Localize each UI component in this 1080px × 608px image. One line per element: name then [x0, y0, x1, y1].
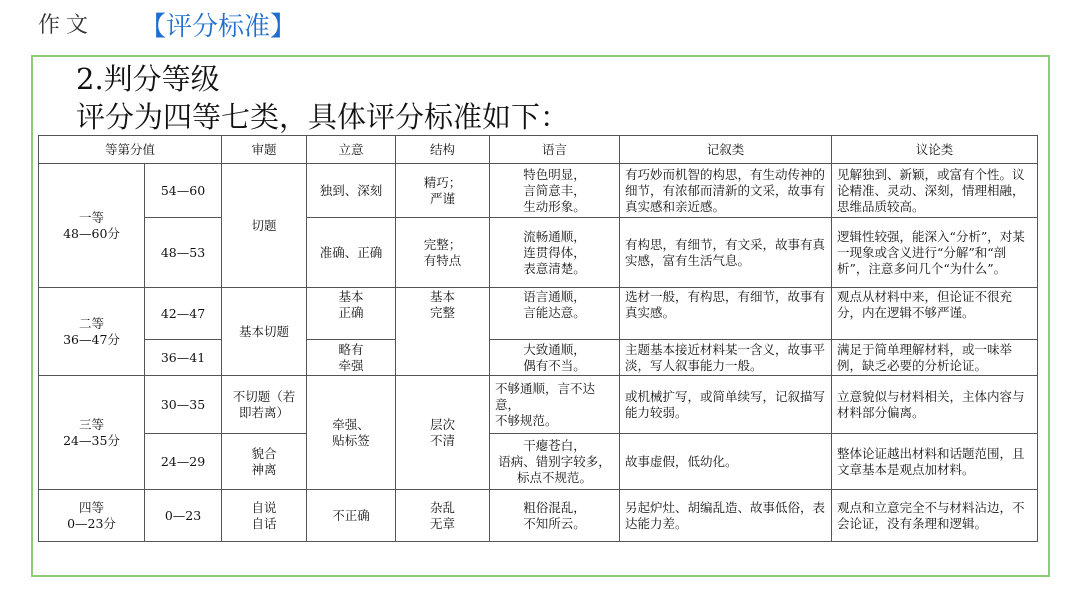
argument-cell: 见解独到、新颖，或富有个性。议论精准、灵动、深刻，情理相融，思维品质较高。: [832, 164, 1038, 218]
topic-cell: 自说 自话: [222, 490, 307, 542]
argument-cell: 观点从材料中来，但论证不很充分，内在逻辑不够严谨。: [832, 288, 1038, 340]
structure-cell: 层次 不清: [396, 376, 490, 490]
structure-cell: 杂乱 无章: [396, 490, 490, 542]
table-row: [39, 340, 1038, 376]
topic-cell: 不切题（若即若离）: [222, 376, 307, 434]
language-cell: 不够通顺，言不达意， 不够规范。: [490, 376, 620, 434]
language-cell: 干瘪苍白， 语病、错别字较多， 标点不规范。: [490, 434, 620, 490]
table-row: [39, 288, 1038, 340]
idea-cell: 准确、正确: [307, 218, 396, 288]
argument-cell: 立意貌似与材料相关，主体内容与材料部分偏离。: [832, 376, 1038, 434]
narrative-cell: 或机械扩写，或简单续写，记叙描写能力较弱。: [620, 376, 832, 434]
argument-cell: 整体论证越出材料和话题范围，且文章基本是观点加材料。: [832, 434, 1038, 490]
header-argument: 议论类: [832, 136, 1038, 164]
top-bar: [0, 0, 1080, 50]
narrative-cell: 有巧妙而机智的构思，有生动传神的细节，有浓郁而清新的文采，故事有真实感和亲近感。: [620, 164, 832, 218]
structure-cell: 完整； 有特点: [396, 218, 490, 288]
language-cell: 流畅通顺， 连贯得体， 表意清楚。: [490, 218, 620, 288]
grade-cell-3: 三等 24—35分: [39, 376, 145, 490]
narrative-cell: 有构思，有细节，有文采，故事有真实感，富有生活气息。: [620, 218, 832, 288]
structure-cell: 基本 完整: [396, 288, 490, 376]
score-cell: 42—47: [145, 288, 222, 340]
topic-cell: 基本切题: [222, 288, 307, 376]
language-cell: 语言通顺， 言能达意。: [490, 288, 620, 340]
table-row: [39, 164, 1038, 218]
grade-cell-2: 二等 36—47分: [39, 288, 145, 376]
grade-cell-1: 一等 48—60分: [39, 164, 145, 288]
grade-cell-4: 四等 0—23分: [39, 490, 145, 542]
score-cell: 48—53: [145, 218, 222, 288]
category-label: 作文: [38, 13, 95, 38]
structure-cell: 精巧； 严谨: [396, 164, 490, 218]
header-idea: 立意: [307, 136, 396, 164]
section-subheading: 评分为四等七类，具体评分标准如下：: [76, 100, 570, 134]
section-tag: 【评分标准】: [140, 12, 297, 42]
language-cell: 粗俗混乱， 不知所云。: [490, 490, 620, 542]
idea-cell: 牵强、 贴标签: [307, 376, 396, 490]
header-structure: 结构: [396, 136, 490, 164]
narrative-cell: 主题基本接近材料某一含义，故事平淡，写人叙事能力一般。: [620, 340, 832, 376]
idea-cell: 不正确: [307, 490, 396, 542]
header-topic: 审题: [222, 136, 307, 164]
narrative-cell: 选材一般，有构思，有细节，故事有真实感。: [620, 288, 832, 340]
score-cell: 0—23: [145, 490, 222, 542]
argument-cell: 观点和立意完全不与材料沾边，不会论证，没有条理和逻辑。: [832, 490, 1038, 542]
idea-cell: 基本 正确: [307, 288, 396, 340]
table-header-row: [39, 136, 1038, 164]
score-cell: 54—60: [145, 164, 222, 218]
score-cell: 36—41: [145, 340, 222, 376]
idea-cell: 略有 牵强: [307, 340, 396, 376]
table-row: [39, 218, 1038, 288]
score-cell: 30—35: [145, 376, 222, 434]
narrative-cell: 另起炉灶、胡编乱造、故事低俗，表达能力差。: [620, 490, 832, 542]
score-cell: 24—29: [145, 434, 222, 490]
table-row: [39, 490, 1038, 542]
header-narrative: 记叙类: [620, 136, 832, 164]
argument-cell: 满足于简单理解材料，或一味举例，缺乏必要的分析论证。: [832, 340, 1038, 376]
argument-cell: 逻辑性较强，能深入“分析”，对某一现象或含义进行“分解”和“剖析”，注意多问几个“为什么”。: [832, 218, 1038, 288]
header-grade: 等第分值: [39, 136, 222, 164]
table-row: [39, 376, 1038, 434]
language-cell: 大致通顺， 偶有不当。: [490, 340, 620, 376]
narrative-cell: 故事虚假，低幼化。: [620, 434, 832, 490]
header-language: 语言: [490, 136, 620, 164]
section-heading: 2.判分等级: [76, 62, 220, 96]
language-cell: 特色明显， 言简意丰， 生动形象。: [490, 164, 620, 218]
table-row: [39, 434, 1038, 490]
topic-cell: 切题: [222, 164, 307, 288]
scoring-table: [38, 135, 1038, 542]
topic-cell: 貌合 神离: [222, 434, 307, 490]
idea-cell: 独到、深刻: [307, 164, 396, 218]
